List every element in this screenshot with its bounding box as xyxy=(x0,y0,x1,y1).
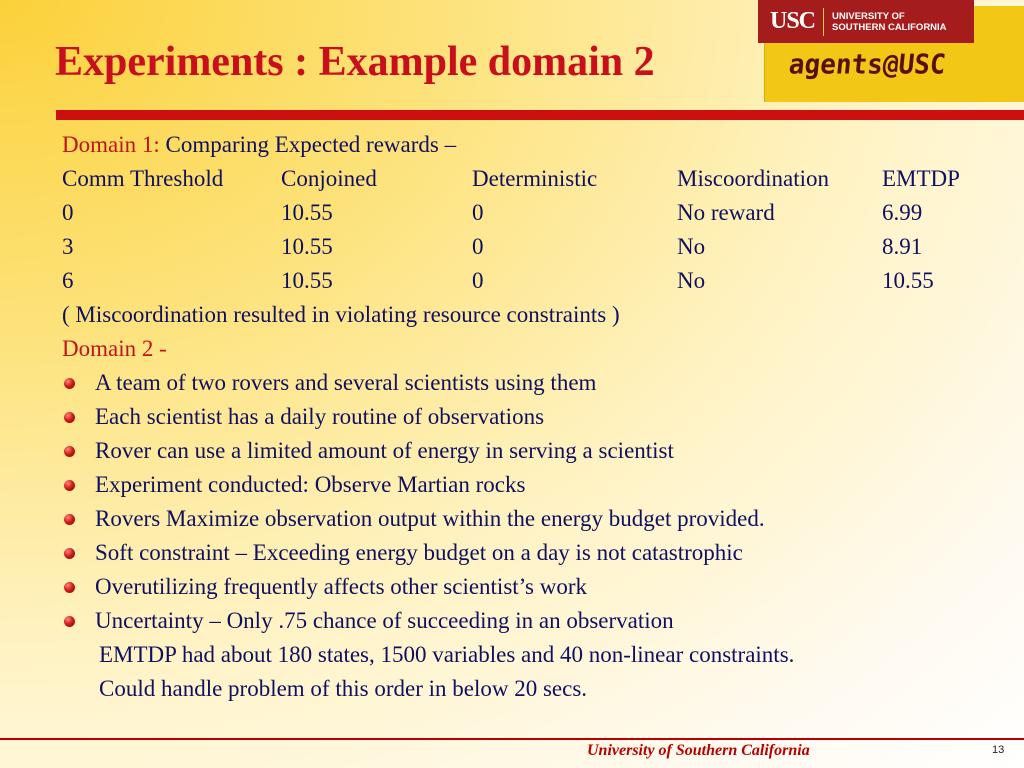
list-item xyxy=(62,366,1002,400)
domain1-note: ( Miscoordination resulted in violating resource constraints ) xyxy=(62,302,620,327)
bullet-icon xyxy=(64,548,75,559)
table-header-cell: Conjoined xyxy=(281,166,377,191)
page-number: 13 xyxy=(992,744,1005,756)
usc-logo-mark: USC xyxy=(770,8,816,34)
table-cell: 0 xyxy=(472,268,484,293)
table-cell: 6.99 xyxy=(882,200,923,225)
table-cell: 0 xyxy=(472,234,484,259)
table-header-row xyxy=(62,162,1002,196)
continuation-line: Could handle problem of this order in below 20 secs. xyxy=(99,676,588,701)
bullet-icon xyxy=(64,616,75,627)
table-cell: 10.55 xyxy=(281,200,333,225)
table-cell: 0 xyxy=(472,200,484,225)
agents-usc-logo: agents@USC xyxy=(787,49,948,81)
table-cell: 10.55 xyxy=(281,268,333,293)
domain1-heading xyxy=(62,128,1002,162)
usc-logo-line2: SOUTHERN CALIFORNIA xyxy=(832,21,947,33)
title-underline-bar xyxy=(56,110,1024,120)
table-cell: 8.91 xyxy=(882,234,923,259)
bullet-text: A team of two rovers and several scientists using them xyxy=(95,370,597,395)
footer-text: University of Southern California xyxy=(587,742,810,759)
usc-logo xyxy=(758,0,974,43)
list-item xyxy=(62,468,1002,502)
list-item xyxy=(62,604,1002,638)
bullet-icon xyxy=(64,446,75,457)
table-cell: 10.55 xyxy=(882,268,934,293)
table-header-cell: Comm Threshold xyxy=(62,166,224,191)
bullet-text: Uncertainty – Only .75 chance of succeeding in an observation xyxy=(95,608,674,633)
table-row xyxy=(62,196,1002,230)
table-header-cell: Miscoordination xyxy=(677,166,830,191)
bullet-text: Experiment conducted: Observe Martian rocks xyxy=(95,472,526,497)
bullet-icon xyxy=(64,412,75,423)
bullet-text: Rover can use a limited amount of energy in serving a scientist xyxy=(95,438,674,463)
continuation-line: EMTDP had about 180 states, 1500 variables and 40 non-linear constraints. xyxy=(99,642,795,667)
bullet-text: Soft constraint – Exceeding energy budget on a day is not catastrophic xyxy=(95,540,743,565)
domain2-label: Domain 2 - xyxy=(62,336,167,361)
usc-logo-name xyxy=(832,11,947,33)
domain1-heading-text: Comparing Expected rewards – xyxy=(159,132,457,157)
list-item xyxy=(62,400,1002,434)
usc-logo-divider xyxy=(823,8,824,36)
bullet-icon xyxy=(64,378,75,389)
list-item xyxy=(62,570,1002,604)
table-header-cell: Deterministic xyxy=(472,166,598,191)
bullet-icon xyxy=(64,514,75,525)
table-cell: No reward xyxy=(677,200,775,225)
table-cell: 0 xyxy=(62,200,74,225)
rewards-table xyxy=(62,162,1002,298)
table-header-cell: EMTDP xyxy=(882,166,960,191)
bullet-icon xyxy=(64,582,75,593)
usc-logo-line1: UNIVERSITY OF xyxy=(832,10,905,22)
bullet-text: Each scientist has a daily routine of observations xyxy=(95,404,545,429)
footer-divider xyxy=(0,738,1024,740)
list-item xyxy=(62,502,1002,536)
slide-title: Experiments : Example domain 2 xyxy=(55,39,655,85)
bullet-text: Rovers Maximize observation output within the energy budget provided. xyxy=(95,506,765,531)
list-item xyxy=(62,536,1002,570)
table-cell: 10.55 xyxy=(281,234,333,259)
table-cell: No xyxy=(677,268,706,293)
list-item xyxy=(62,434,1002,468)
domain2-bullet-list xyxy=(62,366,1002,638)
table-cell: No xyxy=(677,234,706,259)
table-row xyxy=(62,264,1002,298)
bullet-icon xyxy=(64,480,75,491)
table-cell: 3 xyxy=(62,234,74,259)
table-row xyxy=(62,230,1002,264)
table-cell: 6 xyxy=(62,268,74,293)
slide-body xyxy=(62,128,1002,706)
bullet-text: Overutilizing frequently affects other scientist’s work xyxy=(95,574,588,599)
domain1-label: Domain 1: xyxy=(62,132,160,157)
